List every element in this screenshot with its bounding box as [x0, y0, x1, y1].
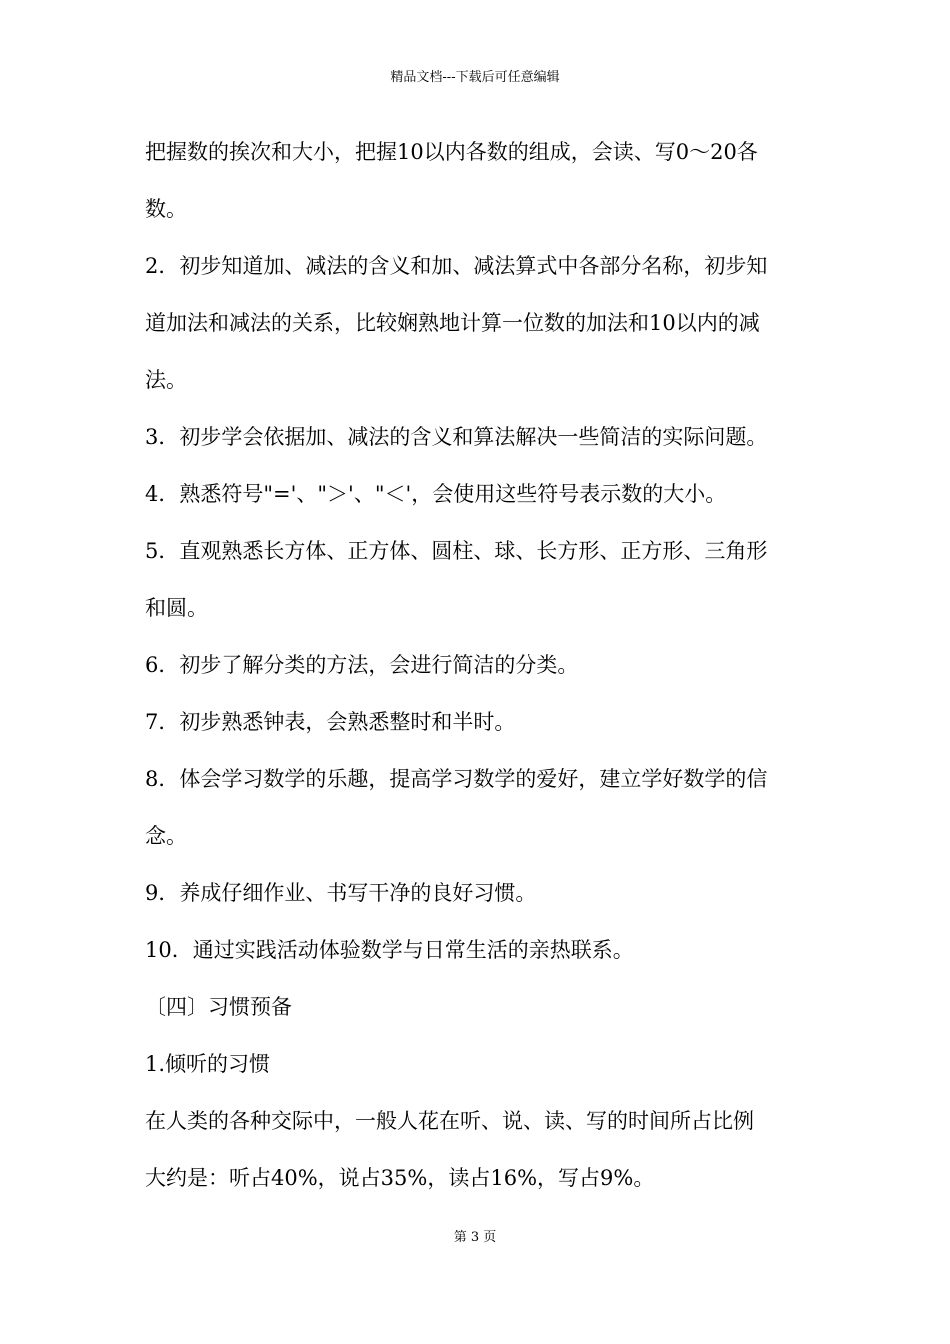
text-line: 10．通过实践活动体验数学与日常生活的亲热联系。	[145, 938, 634, 962]
subsection-heading: 1.倾听的习惯	[145, 1052, 271, 1076]
page-number: 第 3 页	[453, 1230, 497, 1245]
text-line: 大约是：听占40%，说占35%，读占16%，写占9%。	[145, 1166, 655, 1190]
text-line: 9．养成仔细作业、书写干净的良好习惯。	[145, 881, 537, 905]
text-line: 8．体会学习数学的乐趣，提高学习数学的爱好，建立学好数学的信	[145, 767, 768, 791]
text-line: 念。	[145, 824, 187, 848]
text-line: 和圆。	[145, 596, 208, 620]
text-line: 5．直观熟悉长方体、正方体、圆柱、球、长方形、正方形、三角形	[145, 539, 768, 563]
text-line: 2．初步知道加、减法的含义和加、减法算式中各部分名称，初步知	[145, 254, 768, 278]
text-line: 4．熟悉符号"='、"＞'、"＜'，会使用这些符号表示数的大小。	[145, 482, 727, 506]
text-line: 把握数的挨次和大小，把握10以内各数的组成，会读、写0～20各	[145, 140, 758, 164]
document-body	[145, 132, 807, 1215]
text-line: 法。	[145, 368, 187, 392]
text-line: 数。	[145, 197, 187, 221]
text-line: 道加法和减法的关系，比较娴熟地计算一位数的加法和10以内的减	[145, 311, 760, 335]
text-line: 6．初步了解分类的方法，会进行简洁的分类。	[145, 653, 579, 677]
text-line: 在人类的各种交际中，一般人花在听、说、读、写的时间所占比例	[145, 1109, 754, 1133]
text-line: 3．初步学会依据加、减法的含义和算法解决一些简洁的实际问题。	[145, 425, 768, 449]
section-heading: 〔四〕习惯预备	[145, 995, 292, 1019]
page-header: 精品文档---下载后可任意编辑	[390, 70, 560, 85]
text-line: 7．初步熟悉钟表，会熟悉整时和半时。	[145, 710, 516, 734]
